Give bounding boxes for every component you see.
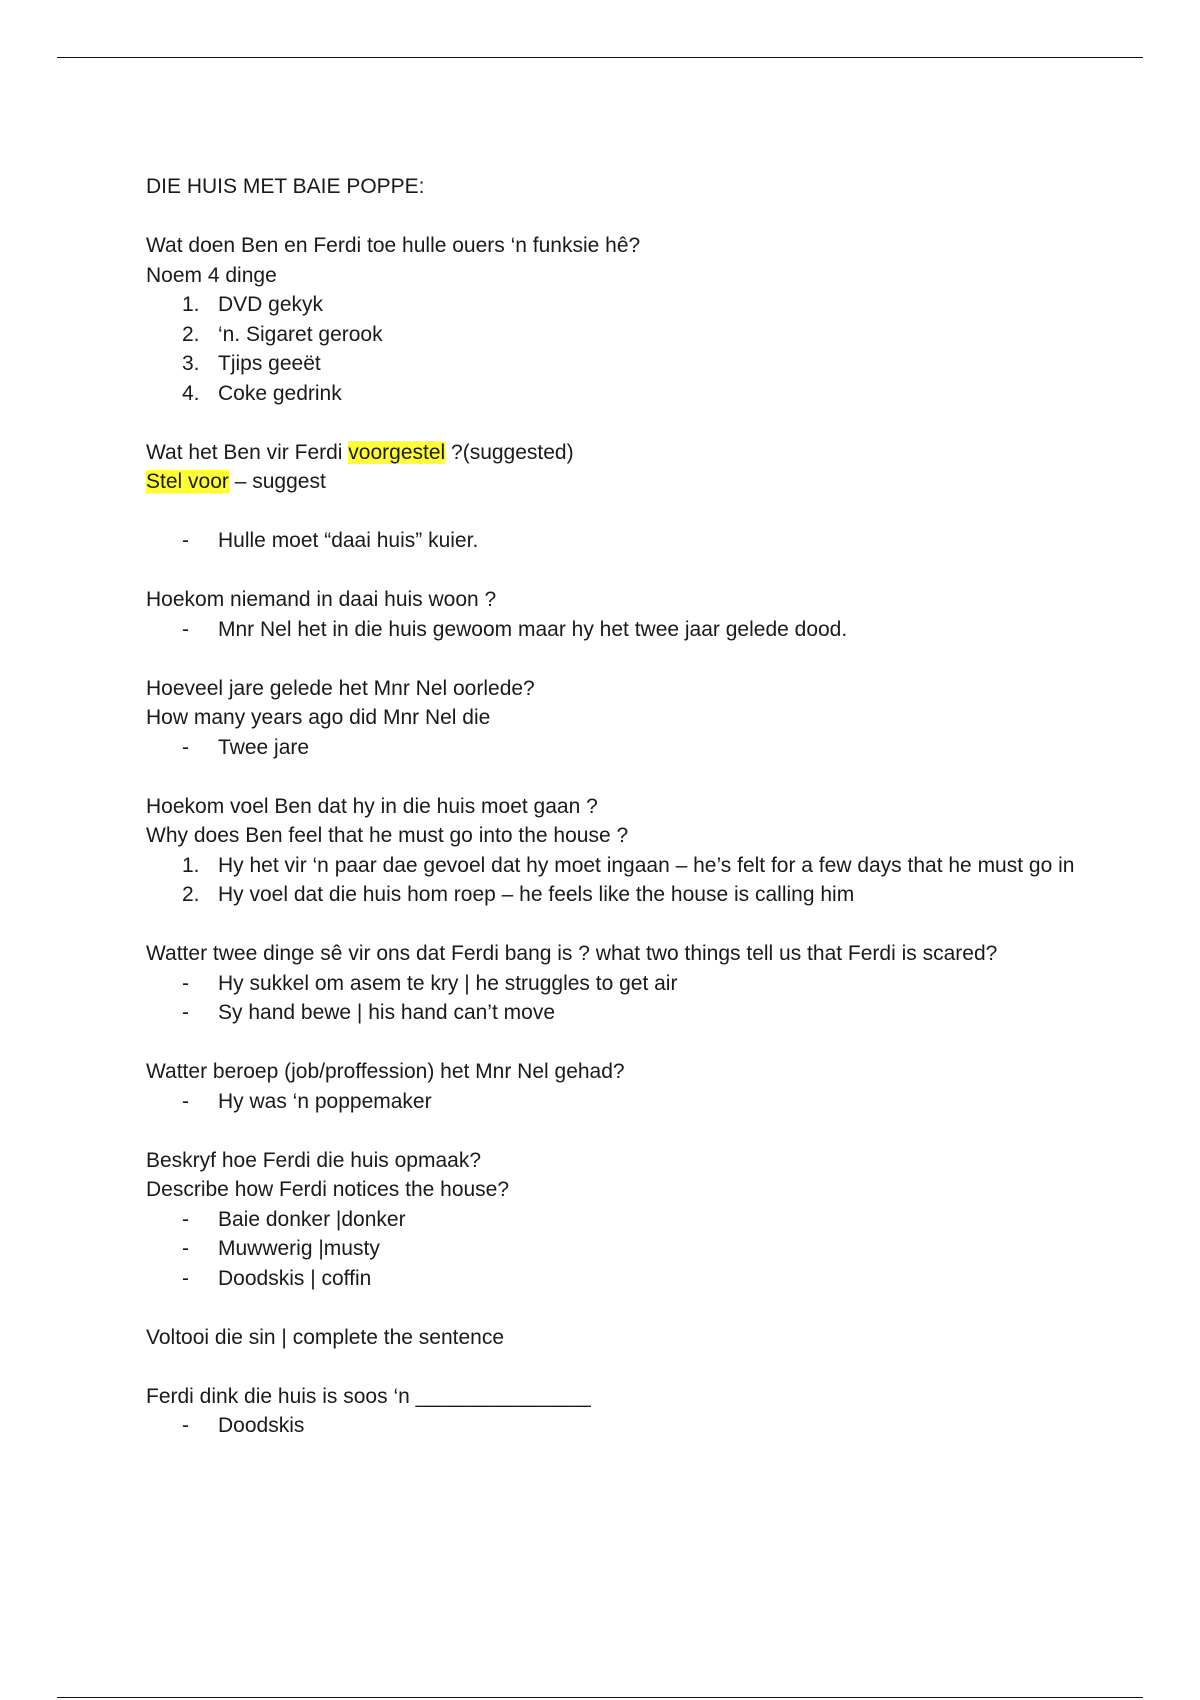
question-6: Watter twee dinge sê vir ons dat Ferdi bang is ? what two things tell us that Ferdi is scared? [146, 942, 998, 965]
question-9-instruction: Voltooi die sin | complete the sentence [146, 1325, 505, 1349]
list-item [146, 969, 1076, 999]
list-item [146, 1205, 1076, 1235]
answer-text: Doodskis [218, 1414, 305, 1437]
answer-text: Mnr Nel het in die huis gewoom maar hy het twee jaar gelede dood. [218, 617, 848, 641]
list-marker: - [182, 1237, 189, 1260]
list-marker: - [182, 1266, 189, 1290]
list-item [146, 851, 1076, 881]
list-marker: - [182, 529, 189, 552]
question-8: Beskryf hoe Ferdi die huis opmaak? [146, 1148, 482, 1172]
list-marker: 1. [182, 853, 200, 877]
question-1: Wat doen Ben en Ferdi toe hulle ouers ‘n funksie hê? [146, 234, 641, 257]
question-3: Hoekom niemand in daai huis woon ? [146, 588, 497, 611]
document-body [146, 172, 1076, 1441]
answer-item [146, 526, 1076, 556]
list-item-text: Tjips geeët [218, 352, 321, 375]
list-item-text: Coke gedrink [218, 381, 342, 405]
list-item-text: Doodskis | coffin [218, 1266, 372, 1290]
list-marker: 2. [182, 322, 200, 346]
list-item-text: ‘n. Sigaret gerook [218, 322, 383, 346]
header-rule [57, 57, 1143, 58]
question-4-translation: How many years ago did Mnr Nel die [146, 706, 491, 729]
list-item [146, 1234, 1076, 1264]
question-7: Watter beroep (job/proffession) het Mnr Nel gehad? [146, 1060, 625, 1083]
answer-text: Hy was ‘n poppemaker [218, 1089, 432, 1113]
list-marker: 2. [182, 883, 200, 906]
list-item-text: Baie donker |donker [218, 1207, 406, 1231]
question-5: Hoekom voel Ben dat hy in die huis moet gaan ? [146, 794, 598, 818]
answer-item [146, 733, 1076, 763]
list-item-text: DVD gekyk [218, 293, 324, 316]
list-marker: 1. [182, 293, 200, 316]
list-item [146, 379, 1076, 409]
question-2: Wat het Ben vir Ferdi voorgestel ?(suggested) [146, 440, 574, 464]
list-marker: - [182, 1001, 189, 1024]
question-9-sentence: Ferdi dink die huis is soos ‘n _______________ [146, 1384, 591, 1408]
question-8-translation: Describe how Ferdi notices the house? [146, 1178, 510, 1201]
list-item [146, 880, 1076, 910]
list-item-text: Hy sukkel om asem te kry | he struggles to get air [218, 971, 678, 995]
list-item-text: Hy het vir ‘n paar dae gevoel dat hy moet ingaan – he’s felt for a few days that he must go in [218, 853, 1075, 877]
question-5-translation: Why does Ben feel that he must go into the house ? [146, 824, 629, 847]
list-marker: - [182, 735, 189, 759]
list-marker: - [182, 1207, 189, 1231]
list-item [146, 320, 1076, 350]
question-2-note: Stel voor – suggest [146, 470, 326, 493]
highlighted-word: Stel voor [146, 470, 229, 493]
list-item [146, 998, 1076, 1028]
list-item [146, 1264, 1076, 1294]
list-item [146, 290, 1076, 320]
list-item-text: Hy voel dat die huis hom roep – he feels like the house is calling him [218, 883, 855, 906]
answer-item [146, 1087, 1076, 1117]
list-item [146, 349, 1076, 379]
answer-item [146, 615, 1076, 645]
answer-text: Twee jare [218, 735, 310, 759]
list-marker: - [182, 971, 189, 995]
list-marker: 4. [182, 381, 200, 405]
list-item-text: Muwwerig |musty [218, 1237, 380, 1260]
list-marker: - [182, 617, 189, 641]
question-1-prompt: Noem 4 dinge [146, 263, 277, 287]
question-4: Hoeveel jare gelede het Mnr Nel oorlede? [146, 676, 535, 700]
list-marker: - [182, 1414, 189, 1437]
answer-item [146, 1411, 1076, 1441]
highlighted-word: voorgestel [348, 440, 446, 464]
document-title: DIE HUIS MET BAIE POPPE: [146, 175, 425, 198]
list-marker: 3. [182, 352, 200, 375]
answer-text: Hulle moet “daai huis” kuier. [218, 529, 479, 552]
list-marker: - [182, 1089, 189, 1113]
list-item-text: Sy hand bewe | his hand can’t move [218, 1001, 555, 1024]
footer-rule [57, 1697, 1143, 1698]
